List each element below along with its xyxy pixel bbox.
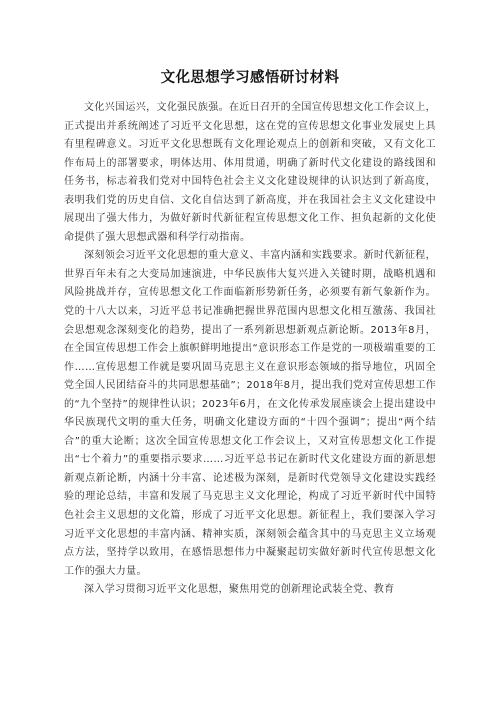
body-paragraph-3: 深入学习贯彻习近平文化思想，聚焦用党的创新理论武装全党、教育: [84, 584, 395, 596]
document-title: 文化思想学习感悟研讨材料: [160, 70, 340, 86]
body-paragraph-2: 深刻领会习近平文化思想的重大意义、丰富内涵和实践要求。新时代新征程，世界百年未有之大变局加速演进，中华民族伟大复兴进入关键时期，战略机遇和风险挑战并存，宣传思想文化工作面临新形势新任务，必须要有新气象新作为。党的十八大以来，习近平总书记准确把握世界范围内思想文化相互激荡、我国社会思想观念深刻变化的趋势，提出了一系列新思想新观点新论断。2013年8月，在全国宣传思想工作会上旗帜鲜明地提出“意识形态工作是党的一项极端重要的工作……宣传思想工作就是要巩固马克思主义在意识形态领域的指导地位，巩固全党全国人民团结奋斗的共同思想基础”；2018年8月，提出我们党对宣传思想工作的“九个坚持”的规律性认识；2023年6月，在文化传承发展座谈会上提出建设中华民族现代文明的重大任务，明确文化建设方面的“十四个强调”；提出“两个结合”的重大论断；这次全国宣传思想文化工作会议上，又对宣传思想文化工作提出“七个着力”的重要指示要求……习近平总书记在新时代文化建设方面的新思想新观点新论断，内涵十分丰富、论述极为深刻，是新时代党领导文化建设实践经验的理论总结，丰富和发展了马克思主义文化理论，构成了习近平新时代中国特色社会主义思想的文化篇，形成了习近平文化思想。新征程上，我们要深入学习习近平文化思想的丰富内涵、精神实质，深刻领会蕴含其中的马克思主义立场观点方法，坚持学以致用，在感悟思想伟力中凝聚起切实做好新时代宣传思想文化工作的强大力量。: [64, 250, 436, 577]
document-body: [64, 99, 436, 600]
body-paragraph-1: 文化兴国运兴，文化强民族强。在近日召开的全国宣传思想文化工作会议上，正式提出并系统阐述了习近平文化思想，这在党的宣传思想文化事业发展史上具有里程碑意义。习近平文化思想既有文化理论观点上的创新和突破，又有文化工作布局上的部署要求，明体达用、体用贯通，明确了新时代文化建设的路线图和任务书，标志着我们党对中国特色社会主义文化建设规律的认识达到了新高度，表明我们党的历史自信、文化自信达到了新高度，并在我国社会主义文化建设中展现出了强大伟力，为做好新时代新征程宣传思想文化工作、担负起新的文化使命提供了强大思想武器和科学行动指南。: [64, 102, 436, 243]
